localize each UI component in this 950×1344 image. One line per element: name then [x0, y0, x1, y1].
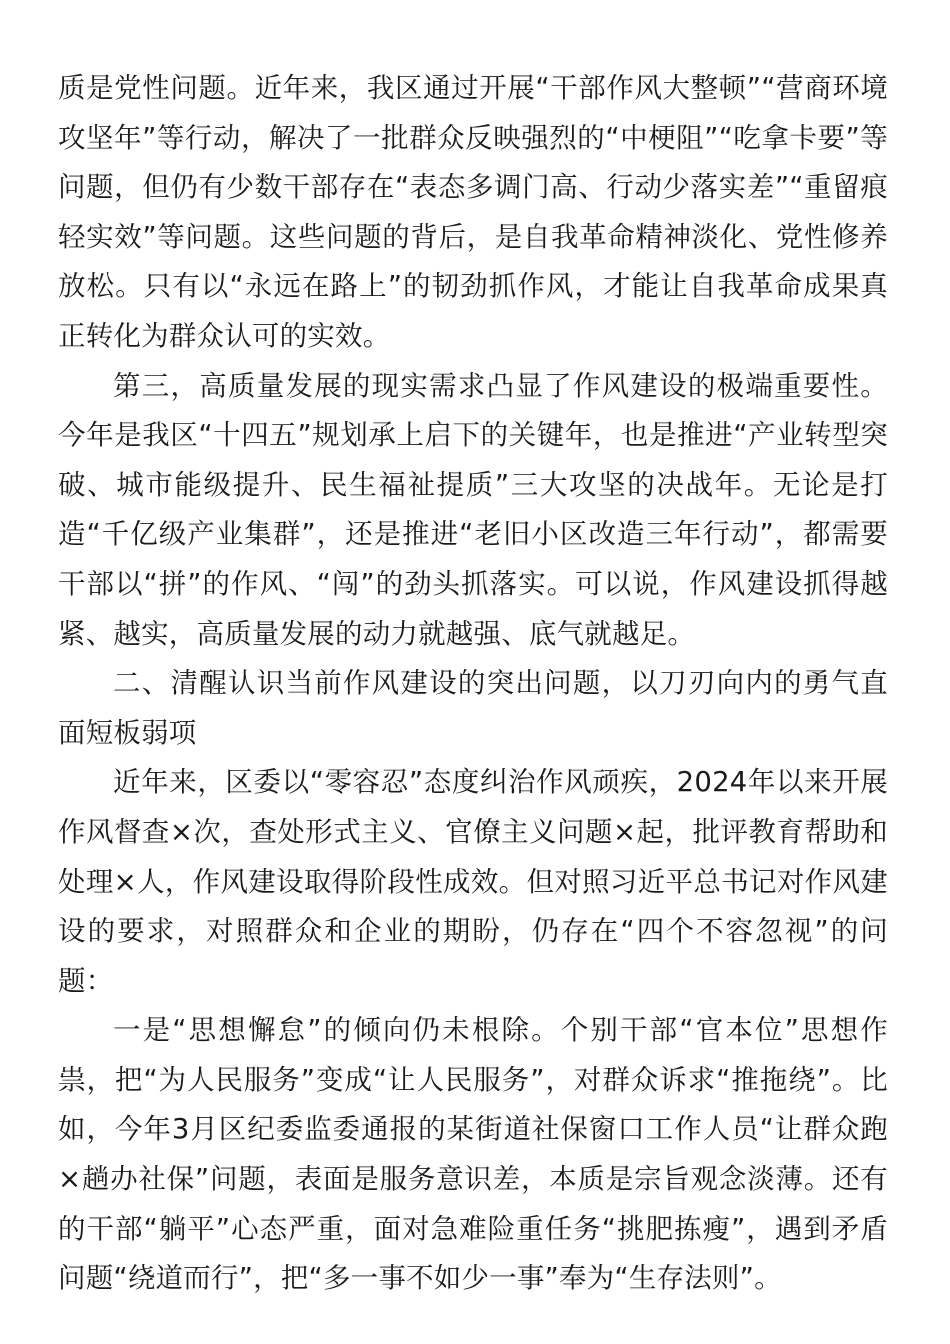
document-page: [58, 64, 888, 1304]
section-heading-two: 二、清醒认识当前作风建设的突出问题，以刀刃向内的勇气直面短板弱项: [58, 667, 888, 749]
paragraph-continuation: 质是党性问题。近年来，我区通过开展“干部作风大整顿”“营商环境攻坚年”等行动，解决了一批群众反映强烈的“中梗阻”“吃拿卡要”等问题，但仍有少数干部存在“表态多调门高、行动少落实差”“重留痕轻实效”等问题。这些问题的背后，是自我革命精神淡化、党性修养放松。只有以“永远在路上”的韧劲抓作风，才能让自我革命成果真正转化为群众认可的实效。: [58, 72, 888, 352]
paragraph-recent-years: 近年来，区委以“零容忍”态度纠治作风顽疾，2024年以来开展作风督查×次，查处形式主义、官僚主义问题×起，批评教育帮助和处理×人，作风建设取得阶段性成效。但对照习近平总书记对作风建设的要求，对照群众和企业的期盼，仍存在“四个不容忽视”的问题：: [58, 766, 888, 997]
paragraph-first-problem: 一是“思想懈怠”的倾向仍未根除。个别干部“官本位”思想作祟，把“为人民服务”变成“让人民服务”，对群众诉求“推拖绕”。比如，今年3月区纪委监委通报的某街道社保窗口工作人员“让群众跑×趟办社保”问题，表面是服务意识差，本质是宗旨观念淡薄。还有的干部“躺平”心态严重，面对急难险重任务“挑肥拣瘦”，遇到矛盾问题“绕道而行”，把“多一事不如少一事”奉为“生存法则”。: [58, 1014, 888, 1295]
paragraph-third-point: 第三，高质量发展的现实需求凸显了作风建设的极端重要性。今年是我区“十四五”规划承上启下的关键年，也是推进“产业转型突破、城市能级提升、民生福祉提质”三大攻坚的决战年。无论是打造“千亿级产业集群”，还是推进“老旧小区改造三年行动”，都需要干部以“拼”的作风、“闯”的劲头抓落实。可以说，作风建设抓得越紧、越实，高质量发展的动力就越强、底气就越足。: [58, 369, 888, 650]
